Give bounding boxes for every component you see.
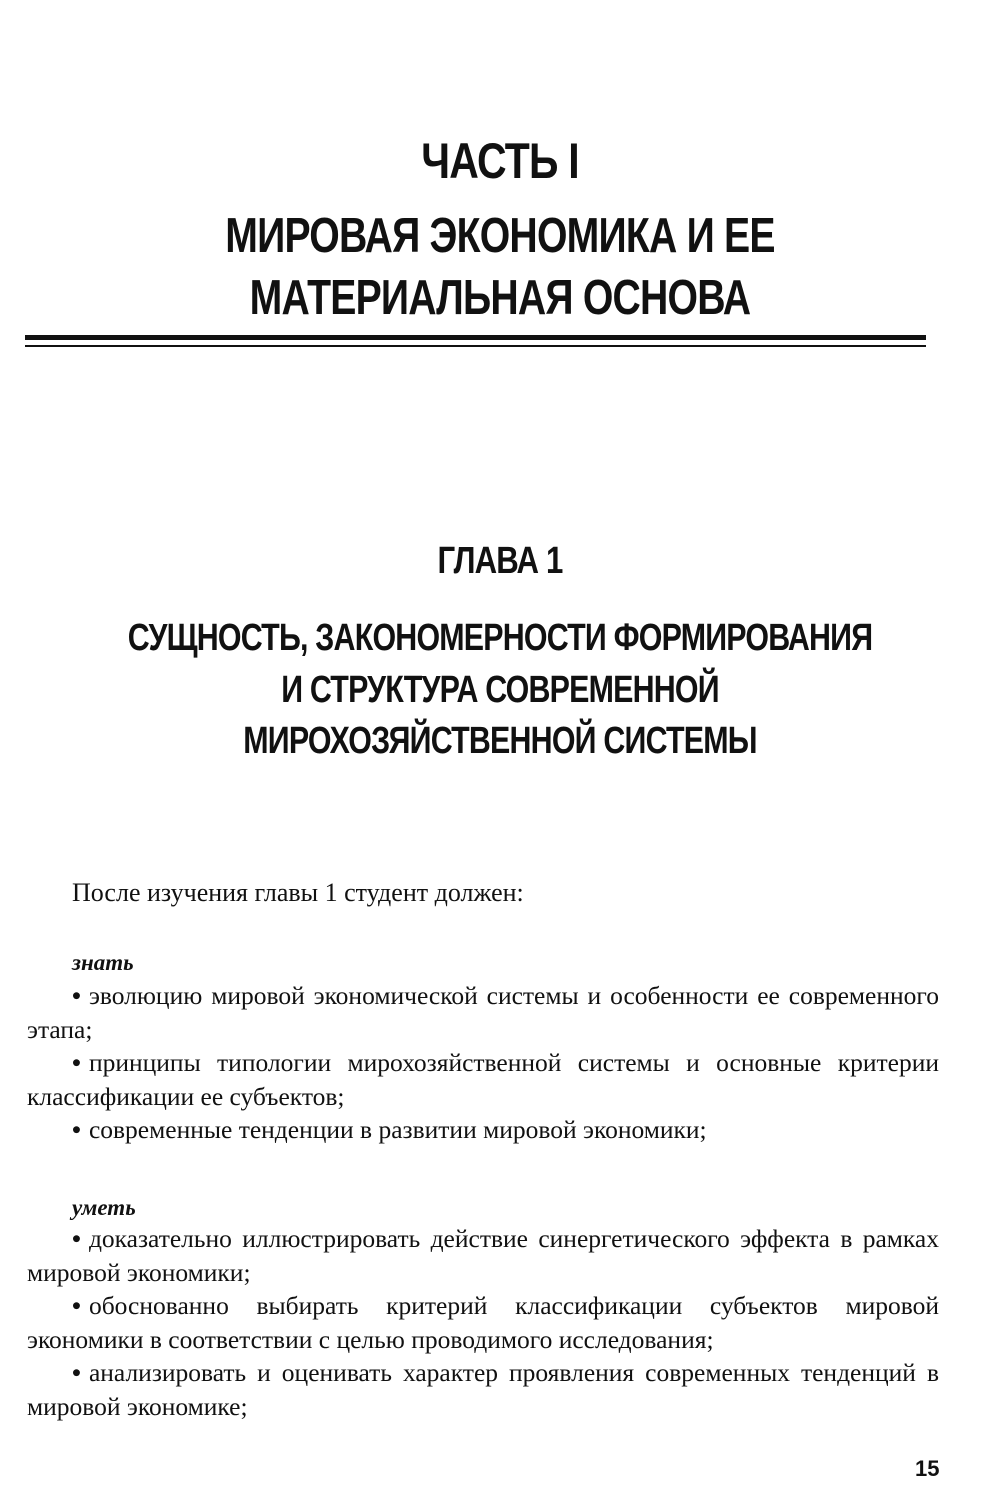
list-item-text: принципы типологии мирохозяйственной системы и основные критерии классификации ее субъектов; — [27, 1048, 939, 1111]
divider-thin — [25, 345, 926, 347]
know-list — [27, 979, 939, 1147]
list-item — [27, 1222, 939, 1289]
chapter-title-line: МИРОХОЗЯЙСТВЕННОЙ СИСТЕМЫ — [243, 720, 757, 762]
list-item — [27, 1289, 939, 1356]
section-label-know: знать — [72, 950, 134, 975]
bullet-icon: • — [72, 1048, 81, 1077]
intro-text: После изучения главы 1 студент должен: — [72, 878, 524, 907]
bullet-icon: • — [72, 1291, 81, 1320]
section-label-can: уметь — [72, 1195, 136, 1220]
list-item-text: доказательно иллюстрировать действие синергетического эффекта в рамках мировой экономики; — [27, 1224, 939, 1287]
part-subtitle-line: МИРОВАЯ ЭКОНОМИКА И ЕЕ — [225, 209, 775, 263]
list-item — [27, 1046, 939, 1113]
can-list — [27, 1222, 939, 1423]
chapter-number: ГЛАВА 1 — [437, 540, 563, 582]
chapter-title-line: И СТРУКТУРА СОВРЕМЕННОЙ — [281, 669, 719, 711]
list-item — [27, 979, 939, 1046]
page-number: 15 — [915, 1456, 940, 1481]
bullet-icon: • — [72, 981, 81, 1010]
list-item — [27, 1113, 939, 1147]
list-item-text: анализировать и оценивать характер проявления современных тенденций в мировой экономике; — [27, 1358, 939, 1421]
list-item-text: современные тенденции в развитии мировой экономики; — [88, 1115, 707, 1144]
chapter-title-line: СУЩНОСТЬ, ЗАКОНОМЕРНОСТИ ФОРМИРОВАНИЯ — [127, 617, 873, 659]
bullet-icon: • — [72, 1358, 81, 1387]
part-subtitle-line: МАТЕРИАЛЬНАЯ ОСНОВА — [249, 271, 751, 325]
list-item-text: эволюцию мировой экономической системы и особенности ее современного этапа; — [27, 981, 939, 1044]
list-item — [27, 1356, 939, 1423]
divider-thick — [25, 335, 926, 340]
bullet-icon: • — [72, 1224, 81, 1253]
bullet-icon: • — [72, 1115, 81, 1144]
list-item-text: обоснованно выбирать критерий классификации субъектов мировой экономики в соответствии с целью проводимого исследования; — [27, 1291, 939, 1354]
part-title: ЧАСТЬ I — [421, 133, 579, 189]
